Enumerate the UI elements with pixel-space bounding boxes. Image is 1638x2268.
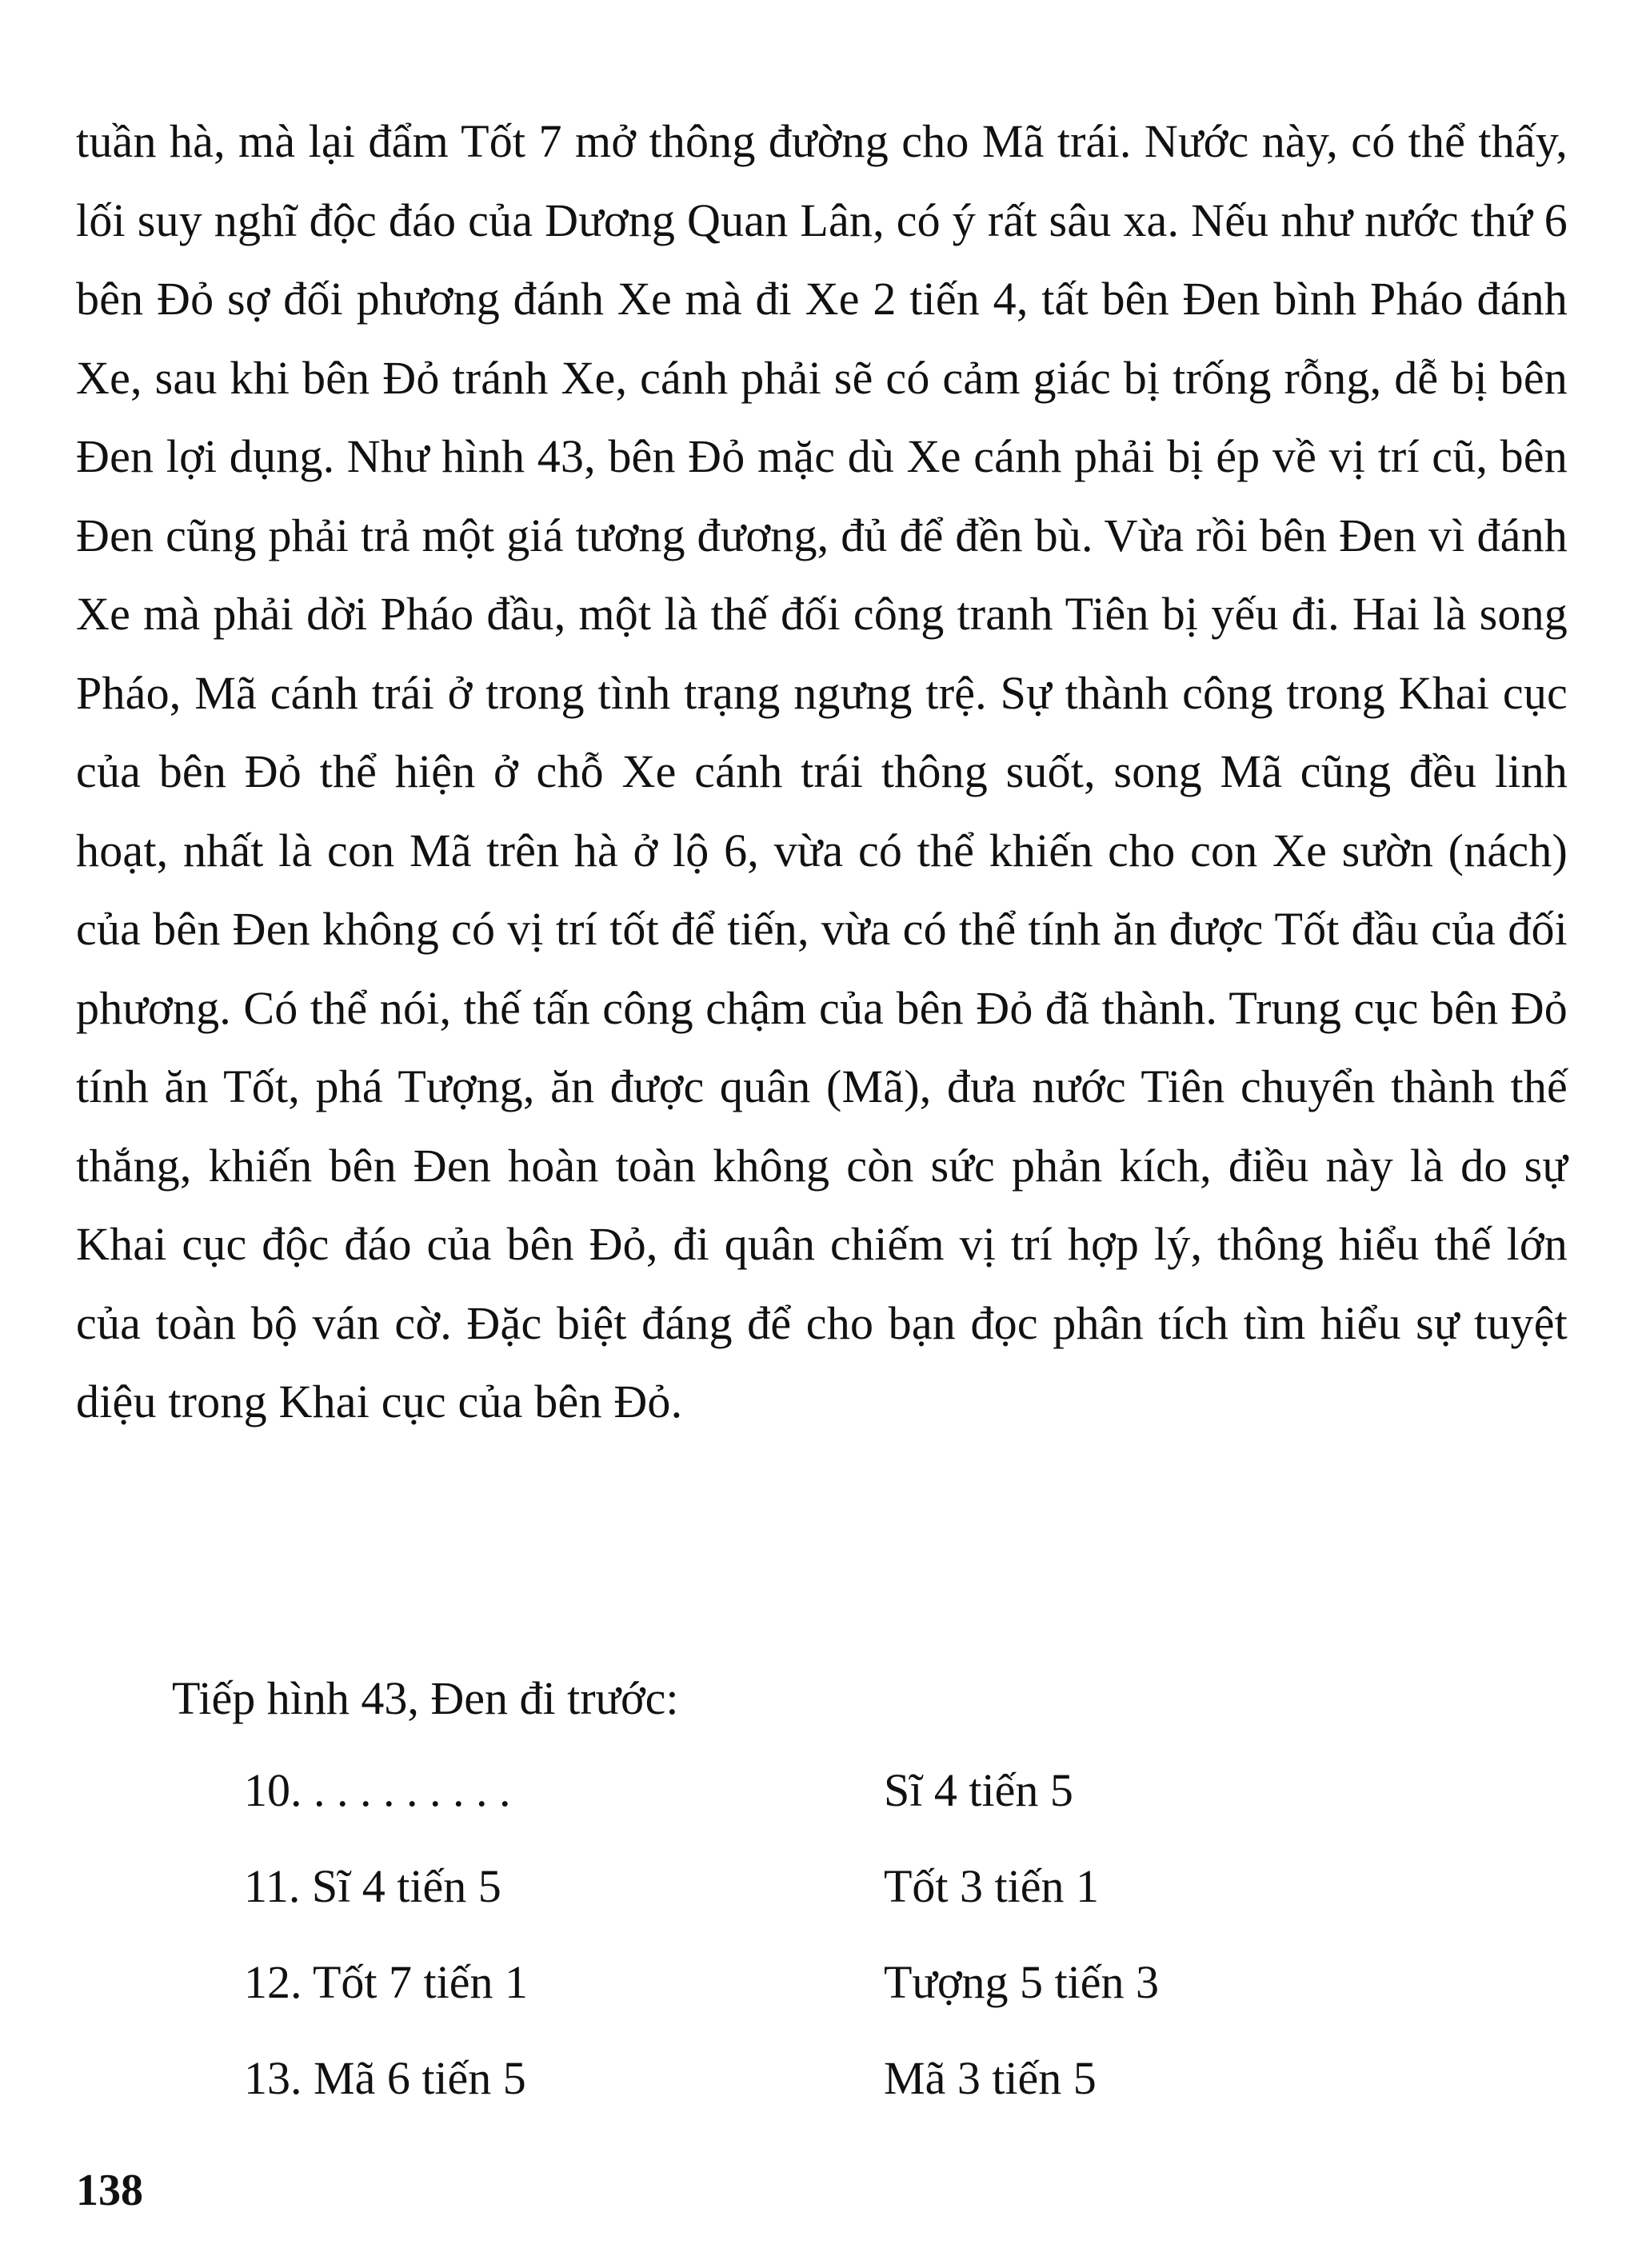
move-row-11	[244, 1847, 1364, 1943]
move-row-12	[244, 1943, 1364, 2039]
move-row-13	[244, 2039, 1364, 2135]
move-red-11: 11. Sĩ 4 tiến 5	[244, 1860, 501, 1912]
move-row-10	[244, 1751, 1364, 1847]
page-number: 138	[76, 2166, 143, 2215]
move-list	[244, 1751, 1364, 2135]
move-red-12: 12. Tốt 7 tiến 1	[244, 1956, 528, 2008]
move-intro: Tiếp hình 43, Đen đi trước:	[172, 1672, 679, 1724]
move-black-11: Tốt 3 tiến 1	[884, 1860, 1100, 1912]
move-black-12: Tượng 5 tiến 3	[884, 1956, 1160, 2008]
move-black-13: Mã 3 tiến 5	[884, 2052, 1097, 2104]
move-red-13: 13. Mã 6 tiến 5	[244, 2052, 526, 2104]
body-paragraph: tuần hà, mà lại đẩm Tốt 7 mở thông đường cho Mã trái. Nước này, có thể thấy, lối suy nghĩ độc đáo của Dương Quan Lân, có ý rất sâu xa. Nếu như nước thứ 6 bên Đỏ sợ đối phương đánh Xe mà đi Xe 2 tiến 4, tất bên Đen bình Pháo đánh Xe, sau khi bên Đỏ tránh Xe, cánh phải sẽ có cảm giác bị trống rỗng, dễ bị bên Đen lợi dụng. Như hình 43, bên Đỏ mặc dù Xe cánh phải bị ép về vị trí cũ, bên Đen cũng phải trả một giá tương đương, đủ để đền bù. Vừa rồi bên Đen vì đánh Xe mà phải dời Pháo đầu, một là thế đối công tranh Tiên bị yếu đi. Hai là song Pháo, Mã cánh trái ở trong tình trạng ngưng trệ. Sự thành công trong Khai cục của bên Đỏ thể hiện ở chỗ Xe cánh trái thông suốt, song Mã cũng đều linh hoạt, nhất là con Mã trên hà ở lộ 6, vừa có thể khiến cho con Xe sườn (nách) của bên Đen không có vị trí tốt để tiến, vừa có thể tính ăn được Tốt đầu của đối phương. Có thể nói, thế tấn công chậm của bên Đỏ đã thành. Trung cục bên Đỏ tính ăn Tốt, phá Tượng, ăn được quân (Mã), đưa nước Tiên chuyển thành thế thắng, khiến bên Đen hoàn toàn không còn sức phản kích, điều này là do sự Khai cục độc đáo của bên Đỏ, đi quân chiếm vị trí hợp lý, thông hiểu thế lớn của toàn bộ ván cờ. Đặc biệt đáng để cho bạn đọc phân tích tìm hiểu sự tuyệt diệu trong Khai cục của bên Đỏ.	[76, 115, 1568, 1427]
move-red-10: 10. . . . . . . . . .	[244, 1764, 511, 1816]
move-black-10: Sĩ 4 tiến 5	[884, 1764, 1073, 1816]
